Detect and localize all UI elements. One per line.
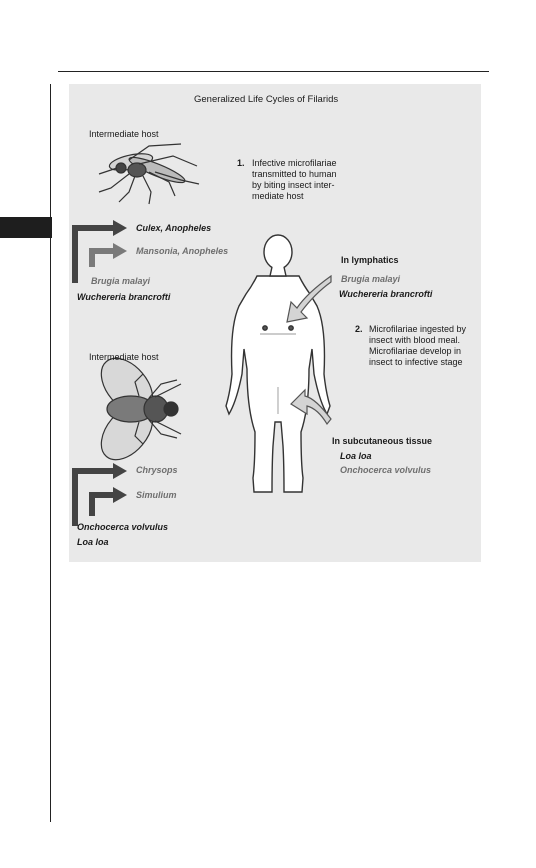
fly-host-label: Intermediate host bbox=[89, 352, 159, 362]
step1-line-3: by biting insect inter- bbox=[252, 180, 335, 190]
section-tab bbox=[0, 217, 52, 238]
lymphatics-brugia-malayi: Brugia malayi bbox=[341, 274, 401, 284]
step2-line-3: Microfilariae develop in bbox=[369, 346, 462, 356]
left-margin-rule bbox=[50, 84, 51, 822]
step1-line-2: transmitted to human bbox=[252, 169, 337, 179]
subcutaneous-heading: In subcutaneous tissue bbox=[332, 436, 433, 446]
mosquito-host-label: Intermediate host bbox=[89, 129, 159, 139]
vector-culex-anopheles: Culex, Anopheles bbox=[136, 223, 212, 233]
mosquito-arrows bbox=[75, 220, 127, 283]
mosquito-illustration bbox=[99, 144, 199, 204]
vector-chrysops: Chrysops bbox=[136, 465, 178, 475]
fly-arrows bbox=[75, 463, 127, 526]
step1-number: 1. bbox=[237, 158, 245, 168]
step2-line-2: insect with blood meal. bbox=[369, 335, 461, 345]
fly-illustration bbox=[91, 349, 181, 470]
parasite-brugia-malayi: Brugia malayi bbox=[91, 276, 151, 286]
figure-title: Generalized Life Cycles of Filarids bbox=[194, 94, 339, 105]
step1-line-1: Infective microfilariae bbox=[252, 158, 337, 168]
lymphatics-heading: In lymphatics bbox=[341, 255, 399, 265]
parasite-wuchereria-brancrofti: Wuchereria brancrofti bbox=[77, 292, 171, 302]
step1-line-4: mediate host bbox=[252, 191, 304, 201]
parasite-onchocerca-volvulus: Onchocerca volvulus bbox=[77, 522, 169, 532]
subcutaneous-loa-loa: Loa loa bbox=[340, 451, 372, 461]
vector-simulium: Simulium bbox=[136, 490, 177, 500]
step2-line-1: Microfilariae ingested by bbox=[369, 324, 467, 334]
subcutaneous-onchocerca-volvulus: Onchocerca volvulus bbox=[340, 465, 432, 475]
vector-mansonia-anopheles: Mansonia, Anopheles bbox=[136, 246, 229, 256]
parasite-loa-loa: Loa loa bbox=[77, 537, 109, 547]
step2-number: 2. bbox=[355, 324, 363, 334]
step2-line-4: insect to infective stage bbox=[369, 357, 463, 367]
top-rule bbox=[58, 71, 489, 72]
filarid-life-cycle-figure bbox=[69, 84, 481, 562]
diagram-graphics bbox=[69, 84, 481, 562]
human-figure-illustration bbox=[226, 235, 330, 492]
lymphatics-wuchereria-brancrofti: Wuchereria brancrofti bbox=[339, 289, 433, 299]
